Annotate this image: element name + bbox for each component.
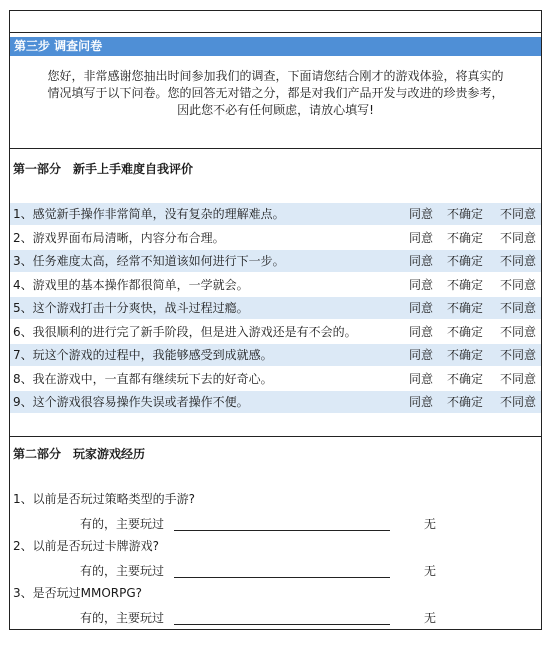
divider — [9, 32, 542, 33]
option-agree[interactable]: 同意 — [409, 230, 434, 245]
intro-line: 情况填写于以下问卷。您的回答无对错之分，都是对我们产品开发与改进的珍贵参考， — [47, 86, 504, 100]
answer-yes-label[interactable]: 有的，主要玩过 — [80, 517, 165, 531]
question-row — [10, 344, 541, 366]
option-unsure[interactable]: 不确定 — [447, 395, 484, 409]
answer-yes-label[interactable]: 有的，主要玩过 — [80, 564, 165, 578]
answer-yes-label[interactable]: 有的，主要玩过 — [80, 611, 165, 625]
question-text: 1、感觉新手操作非常简单，没有复杂的理解难点。 — [13, 207, 285, 221]
question-row — [10, 368, 541, 390]
option-disagree[interactable]: 不同意 — [500, 230, 537, 245]
question-row — [10, 203, 541, 225]
question-text: 4、游戏里的基本操作都很简单，一学就会。 — [13, 277, 249, 292]
option-agree[interactable]: 同意 — [409, 207, 434, 221]
intro-line: 您好，非常感谢您抽出时间参加我们的调查，下面请您结合刚才的游戏体验，将真实的 — [47, 69, 504, 83]
experience-question: 3、是否玩过MMORPG? — [13, 586, 143, 600]
divider — [9, 148, 542, 149]
option-unsure[interactable]: 不确定 — [447, 254, 484, 268]
step-title: 第三步 调查问卷 — [10, 37, 541, 56]
option-disagree[interactable]: 不同意 — [500, 324, 537, 339]
question-text: 2、游戏界面布局清晰，内容分布合理。 — [13, 230, 225, 245]
experience-question: 1、以前是否玩过策略类型的手游? — [13, 492, 196, 506]
option-disagree[interactable]: 不同意 — [500, 207, 537, 221]
option-unsure[interactable]: 不确定 — [447, 230, 484, 245]
question-text: 8、我在游戏中，一直都有继续玩下去的好奇心。 — [13, 371, 273, 386]
question-text: 6、我很顺利的进行完了新手阶段，但是进入游戏还是有不会的。 — [13, 324, 357, 339]
answer-no-label[interactable]: 无 — [424, 564, 437, 578]
option-agree[interactable]: 同意 — [409, 324, 434, 339]
part1-title: 第一部分 新手上手难度自我评价 — [13, 162, 194, 176]
option-agree[interactable]: 同意 — [409, 254, 434, 268]
question-row — [10, 321, 541, 343]
option-disagree[interactable]: 不同意 — [500, 254, 537, 268]
option-disagree[interactable]: 不同意 — [500, 371, 537, 386]
question-row — [10, 227, 541, 249]
option-agree[interactable]: 同意 — [409, 301, 434, 315]
option-disagree[interactable]: 不同意 — [500, 301, 537, 315]
question-text: 5、这个游戏打击十分爽快，战斗过程过瘾。 — [13, 301, 249, 315]
question-row — [10, 274, 541, 296]
answer-no-label[interactable]: 无 — [424, 611, 437, 625]
intro-line: 因此您不必有任何顾虑，请放心填写! — [177, 103, 374, 117]
experience-question: 2、以前是否玩过卡牌游戏? — [13, 539, 160, 553]
option-unsure[interactable]: 不确定 — [447, 301, 484, 315]
answer-blank-line[interactable] — [174, 530, 390, 531]
option-unsure[interactable]: 不确定 — [447, 277, 484, 292]
question-text: 3、任务难度太高，经常不知道该如何进行下一步。 — [13, 254, 285, 268]
option-unsure[interactable]: 不确定 — [447, 371, 484, 386]
answer-blank-line[interactable] — [174, 577, 390, 578]
intro-text — [10, 68, 541, 119]
option-unsure[interactable]: 不确定 — [447, 348, 484, 362]
question-row — [10, 250, 541, 272]
option-disagree[interactable]: 不同意 — [500, 395, 537, 409]
option-unsure[interactable]: 不确定 — [447, 207, 484, 221]
divider — [9, 436, 542, 437]
question-text: 7、玩这个游戏的过程中，我能够感受到成就感。 — [13, 348, 273, 362]
answer-no-label[interactable]: 无 — [424, 517, 437, 531]
answer-blank-line[interactable] — [174, 624, 390, 625]
option-agree[interactable]: 同意 — [409, 348, 434, 362]
option-unsure[interactable]: 不确定 — [447, 324, 484, 339]
question-row — [10, 391, 541, 413]
question-row — [10, 297, 541, 319]
option-agree[interactable]: 同意 — [409, 277, 434, 292]
option-disagree[interactable]: 不同意 — [500, 277, 537, 292]
option-agree[interactable]: 同意 — [409, 395, 434, 409]
part2-title: 第二部分 玩家游戏经历 — [13, 447, 146, 461]
question-text: 9、这个游戏很容易操作失误或者操作不便。 — [13, 395, 249, 409]
option-disagree[interactable]: 不同意 — [500, 348, 537, 362]
option-agree[interactable]: 同意 — [409, 371, 434, 386]
